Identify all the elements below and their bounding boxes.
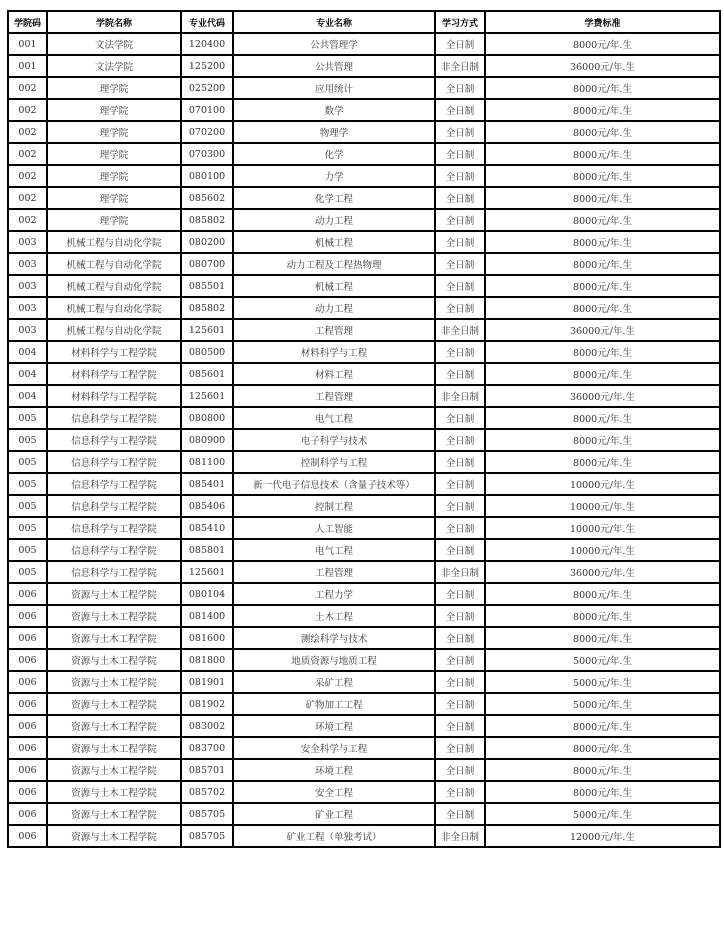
- college-name-cell: 信息科学与工程学院: [47, 451, 181, 473]
- study-mode-cell: 全日制: [435, 341, 485, 363]
- major-code-cell: 083002: [181, 715, 233, 737]
- college-code-cell: 001: [8, 33, 47, 55]
- tuition-cell: 8000元/年.生: [485, 451, 720, 473]
- study-mode-cell: 全日制: [435, 297, 485, 319]
- college-code-cell: 005: [8, 407, 47, 429]
- study-mode-cell: 全日制: [435, 429, 485, 451]
- major-name-cell: 安全科学与工程: [233, 737, 435, 759]
- major-code-cell: 125601: [181, 385, 233, 407]
- study-mode-cell: 全日制: [435, 715, 485, 737]
- major-name-cell: 安全工程: [233, 781, 435, 803]
- study-mode-cell: 全日制: [435, 627, 485, 649]
- major-name-cell: 工程管理: [233, 385, 435, 407]
- tuition-cell: 5000元/年.生: [485, 693, 720, 715]
- study-mode-cell: 全日制: [435, 451, 485, 473]
- major-name-cell: 动力工程及工程热物理: [233, 253, 435, 275]
- major-code-cell: 081901: [181, 671, 233, 693]
- major-name-cell: 机械工程: [233, 275, 435, 297]
- college-name-cell: 信息科学与工程学院: [47, 495, 181, 517]
- study-mode-cell: 非全日制: [435, 55, 485, 77]
- college-name-cell: 理学院: [47, 99, 181, 121]
- major-name-cell: 矿业工程（单独考试）: [233, 825, 435, 847]
- college-name-cell: 资源与土木工程学院: [47, 781, 181, 803]
- college-name-cell: 机械工程与自动化学院: [47, 275, 181, 297]
- college-code-cell: 002: [8, 209, 47, 231]
- study-mode-cell: 全日制: [435, 495, 485, 517]
- study-mode-cell: 全日制: [435, 781, 485, 803]
- college-name-cell: 理学院: [47, 143, 181, 165]
- college-name-cell: 理学院: [47, 209, 181, 231]
- college-code-cell: 006: [8, 583, 47, 605]
- table-row: [8, 55, 720, 77]
- tuition-cell: 10000元/年.生: [485, 539, 720, 561]
- study-mode-cell: 全日制: [435, 649, 485, 671]
- study-mode-cell: 全日制: [435, 187, 485, 209]
- major-name-cell: 矿业工程: [233, 803, 435, 825]
- major-code-cell: 070100: [181, 99, 233, 121]
- study-mode-cell: 全日制: [435, 121, 485, 143]
- tuition-cell: 8000元/年.生: [485, 165, 720, 187]
- study-mode-cell: 全日制: [435, 737, 485, 759]
- major-name-cell: 地质资源与地质工程: [233, 649, 435, 671]
- tuition-cell: 8000元/年.生: [485, 275, 720, 297]
- major-code-cell: 125601: [181, 319, 233, 341]
- tuition-cell: 10000元/年.生: [485, 495, 720, 517]
- college-code-cell: 002: [8, 187, 47, 209]
- college-name-cell: 信息科学与工程学院: [47, 473, 181, 495]
- college-name-cell: 理学院: [47, 165, 181, 187]
- major-name-cell: 力学: [233, 165, 435, 187]
- major-code-cell: 085802: [181, 297, 233, 319]
- tuition-table: [7, 10, 721, 848]
- table-row: [8, 693, 720, 715]
- tuition-cell: 8000元/年.生: [485, 583, 720, 605]
- tuition-cell: 8000元/年.生: [485, 429, 720, 451]
- table-row: [8, 495, 720, 517]
- college-code-cell: 003: [8, 231, 47, 253]
- major-code-cell: 081902: [181, 693, 233, 715]
- college-name-cell: 机械工程与自动化学院: [47, 319, 181, 341]
- major-code-cell: 085802: [181, 209, 233, 231]
- major-code-cell: 080800: [181, 407, 233, 429]
- tuition-cell: 8000元/年.生: [485, 407, 720, 429]
- tuition-cell: 8000元/年.生: [485, 99, 720, 121]
- major-name-cell: 工程管理: [233, 561, 435, 583]
- college-name-cell: 机械工程与自动化学院: [47, 297, 181, 319]
- header-major-name: 专业名称: [233, 11, 435, 33]
- tuition-cell: 8000元/年.生: [485, 759, 720, 781]
- college-code-cell: 005: [8, 539, 47, 561]
- table-row: [8, 451, 720, 473]
- study-mode-cell: 全日制: [435, 803, 485, 825]
- major-code-cell: 085406: [181, 495, 233, 517]
- table-row: [8, 231, 720, 253]
- table-row: [8, 187, 720, 209]
- table-row: [8, 363, 720, 385]
- study-mode-cell: 全日制: [435, 165, 485, 187]
- major-code-cell: 081800: [181, 649, 233, 671]
- tuition-cell: 8000元/年.生: [485, 143, 720, 165]
- college-name-cell: 资源与土木工程学院: [47, 759, 181, 781]
- tuition-cell: 8000元/年.生: [485, 77, 720, 99]
- college-name-cell: 资源与土木工程学院: [47, 715, 181, 737]
- major-name-cell: 环境工程: [233, 715, 435, 737]
- table-row: [8, 627, 720, 649]
- college-name-cell: 资源与土木工程学院: [47, 583, 181, 605]
- study-mode-cell: 全日制: [435, 231, 485, 253]
- study-mode-cell: 全日制: [435, 77, 485, 99]
- college-code-cell: 005: [8, 429, 47, 451]
- study-mode-cell: 全日制: [435, 583, 485, 605]
- college-name-cell: 资源与土木工程学院: [47, 671, 181, 693]
- college-code-cell: 002: [8, 121, 47, 143]
- college-name-cell: 资源与土木工程学院: [47, 825, 181, 847]
- college-name-cell: 机械工程与自动化学院: [47, 253, 181, 275]
- college-name-cell: 理学院: [47, 121, 181, 143]
- college-name-cell: 信息科学与工程学院: [47, 539, 181, 561]
- major-name-cell: 电气工程: [233, 539, 435, 561]
- college-code-cell: 005: [8, 561, 47, 583]
- college-code-cell: 002: [8, 99, 47, 121]
- major-name-cell: 控制工程: [233, 495, 435, 517]
- college-name-cell: 理学院: [47, 77, 181, 99]
- study-mode-cell: 非全日制: [435, 319, 485, 341]
- tuition-cell: 5000元/年.生: [485, 671, 720, 693]
- major-code-cell: 085602: [181, 187, 233, 209]
- tuition-cell: 8000元/年.生: [485, 297, 720, 319]
- study-mode-cell: 全日制: [435, 759, 485, 781]
- college-name-cell: 资源与土木工程学院: [47, 627, 181, 649]
- major-code-cell: 080104: [181, 583, 233, 605]
- major-name-cell: 测绘科学与技术: [233, 627, 435, 649]
- major-name-cell: 动力工程: [233, 209, 435, 231]
- major-code-cell: 125200: [181, 55, 233, 77]
- table-row: [8, 605, 720, 627]
- tuition-cell: 36000元/年.生: [485, 561, 720, 583]
- table-row: [8, 825, 720, 847]
- college-code-cell: 002: [8, 77, 47, 99]
- college-code-cell: 005: [8, 473, 47, 495]
- study-mode-cell: 非全日制: [435, 561, 485, 583]
- college-name-cell: 材料科学与工程学院: [47, 363, 181, 385]
- college-code-cell: 003: [8, 297, 47, 319]
- table-row: [8, 429, 720, 451]
- table-row: [8, 759, 720, 781]
- study-mode-cell: 全日制: [435, 473, 485, 495]
- study-mode-cell: 全日制: [435, 33, 485, 55]
- major-code-cell: 085601: [181, 363, 233, 385]
- college-code-cell: 004: [8, 385, 47, 407]
- college-code-cell: 006: [8, 759, 47, 781]
- tuition-cell: 8000元/年.生: [485, 341, 720, 363]
- table-row: [8, 715, 720, 737]
- major-name-cell: 矿物加工工程: [233, 693, 435, 715]
- major-name-cell: 物理学: [233, 121, 435, 143]
- table-body: [8, 33, 720, 847]
- study-mode-cell: 非全日制: [435, 385, 485, 407]
- major-name-cell: 材料工程: [233, 363, 435, 385]
- header-study-mode: 学习方式: [435, 11, 485, 33]
- college-code-cell: 005: [8, 451, 47, 473]
- tuition-cell: 36000元/年.生: [485, 385, 720, 407]
- college-name-cell: 信息科学与工程学院: [47, 561, 181, 583]
- major-name-cell: 化学: [233, 143, 435, 165]
- college-code-cell: 006: [8, 649, 47, 671]
- major-code-cell: 081600: [181, 627, 233, 649]
- study-mode-cell: 全日制: [435, 363, 485, 385]
- table-row: [8, 297, 720, 319]
- tuition-cell: 10000元/年.生: [485, 473, 720, 495]
- tuition-cell: 8000元/年.生: [485, 715, 720, 737]
- table-header-row: [8, 11, 720, 33]
- table-row: [8, 143, 720, 165]
- major-name-cell: 数学: [233, 99, 435, 121]
- table-row: [8, 275, 720, 297]
- college-name-cell: 资源与土木工程学院: [47, 737, 181, 759]
- college-name-cell: 文法学院: [47, 33, 181, 55]
- major-code-cell: 081400: [181, 605, 233, 627]
- major-code-cell: 085702: [181, 781, 233, 803]
- table-row: [8, 539, 720, 561]
- study-mode-cell: 全日制: [435, 605, 485, 627]
- college-code-cell: 006: [8, 671, 47, 693]
- college-code-cell: 006: [8, 781, 47, 803]
- major-name-cell: 材料科学与工程: [233, 341, 435, 363]
- major-code-cell: 125601: [181, 561, 233, 583]
- table-row: [8, 737, 720, 759]
- college-code-cell: 001: [8, 55, 47, 77]
- study-mode-cell: 全日制: [435, 671, 485, 693]
- college-name-cell: 资源与土木工程学院: [47, 693, 181, 715]
- major-code-cell: 120400: [181, 33, 233, 55]
- college-name-cell: 理学院: [47, 187, 181, 209]
- table-row: [8, 781, 720, 803]
- tuition-cell: 12000元/年.生: [485, 825, 720, 847]
- college-name-cell: 资源与土木工程学院: [47, 803, 181, 825]
- study-mode-cell: 全日制: [435, 275, 485, 297]
- major-name-cell: 采矿工程: [233, 671, 435, 693]
- table-row: [8, 517, 720, 539]
- major-code-cell: 081100: [181, 451, 233, 473]
- table-row: [8, 385, 720, 407]
- major-name-cell: 公共管理学: [233, 33, 435, 55]
- major-name-cell: 化学工程: [233, 187, 435, 209]
- college-name-cell: 资源与土木工程学院: [47, 649, 181, 671]
- college-code-cell: 003: [8, 275, 47, 297]
- table-row: [8, 649, 720, 671]
- study-mode-cell: 非全日制: [435, 825, 485, 847]
- tuition-cell: 8000元/年.生: [485, 231, 720, 253]
- table-row: [8, 99, 720, 121]
- major-name-cell: 电子科学与技术: [233, 429, 435, 451]
- table-row: [8, 803, 720, 825]
- table-row: [8, 165, 720, 187]
- major-name-cell: 环境工程: [233, 759, 435, 781]
- tuition-cell: 8000元/年.生: [485, 781, 720, 803]
- study-mode-cell: 全日制: [435, 253, 485, 275]
- major-name-cell: 机械工程: [233, 231, 435, 253]
- college-code-cell: 006: [8, 627, 47, 649]
- tuition-cell: 8000元/年.生: [485, 187, 720, 209]
- major-name-cell: 工程力学: [233, 583, 435, 605]
- college-code-cell: 006: [8, 737, 47, 759]
- tuition-cell: 10000元/年.生: [485, 517, 720, 539]
- study-mode-cell: 全日制: [435, 143, 485, 165]
- college-name-cell: 文法学院: [47, 55, 181, 77]
- major-code-cell: 083700: [181, 737, 233, 759]
- major-code-cell: 080100: [181, 165, 233, 187]
- major-code-cell: 080900: [181, 429, 233, 451]
- college-code-cell: 006: [8, 605, 47, 627]
- header-major-code: 专业代码: [181, 11, 233, 33]
- college-name-cell: 信息科学与工程学院: [47, 517, 181, 539]
- tuition-cell: 36000元/年.生: [485, 55, 720, 77]
- major-name-cell: 新一代电子信息技术（含量子技术等）: [233, 473, 435, 495]
- study-mode-cell: 全日制: [435, 517, 485, 539]
- tuition-cell: 8000元/年.生: [485, 253, 720, 275]
- table-row: [8, 473, 720, 495]
- tuition-cell: 8000元/年.生: [485, 209, 720, 231]
- college-code-cell: 004: [8, 341, 47, 363]
- document-page: [7, 10, 719, 848]
- tuition-cell: 8000元/年.生: [485, 605, 720, 627]
- major-code-cell: 080500: [181, 341, 233, 363]
- major-code-cell: 085705: [181, 803, 233, 825]
- major-code-cell: 085410: [181, 517, 233, 539]
- table-row: [8, 341, 720, 363]
- college-code-cell: 006: [8, 825, 47, 847]
- table-row: [8, 583, 720, 605]
- college-code-cell: 002: [8, 143, 47, 165]
- college-name-cell: 信息科学与工程学院: [47, 429, 181, 451]
- tuition-cell: 8000元/年.生: [485, 121, 720, 143]
- major-code-cell: 085401: [181, 473, 233, 495]
- study-mode-cell: 全日制: [435, 693, 485, 715]
- tuition-cell: 8000元/年.生: [485, 363, 720, 385]
- major-code-cell: 085501: [181, 275, 233, 297]
- major-name-cell: 动力工程: [233, 297, 435, 319]
- table-row: [8, 121, 720, 143]
- major-code-cell: 085705: [181, 825, 233, 847]
- major-name-cell: 公共管理: [233, 55, 435, 77]
- college-code-cell: 003: [8, 319, 47, 341]
- study-mode-cell: 全日制: [435, 99, 485, 121]
- header-college-code: 学院码: [8, 11, 47, 33]
- college-code-cell: 004: [8, 363, 47, 385]
- college-name-cell: 材料科学与工程学院: [47, 385, 181, 407]
- table-row: [8, 209, 720, 231]
- college-code-cell: 006: [8, 803, 47, 825]
- table-row: [8, 561, 720, 583]
- major-code-cell: 085801: [181, 539, 233, 561]
- tuition-cell: 5000元/年.生: [485, 803, 720, 825]
- table-row: [8, 671, 720, 693]
- major-name-cell: 控制科学与工程: [233, 451, 435, 473]
- table-row: [8, 33, 720, 55]
- tuition-cell: 5000元/年.生: [485, 649, 720, 671]
- tuition-cell: 8000元/年.生: [485, 627, 720, 649]
- major-code-cell: 080200: [181, 231, 233, 253]
- major-name-cell: 电气工程: [233, 407, 435, 429]
- study-mode-cell: 全日制: [435, 209, 485, 231]
- major-name-cell: 人工智能: [233, 517, 435, 539]
- college-code-cell: 005: [8, 517, 47, 539]
- major-code-cell: 070300: [181, 143, 233, 165]
- table-row: [8, 319, 720, 341]
- major-code-cell: 085701: [181, 759, 233, 781]
- study-mode-cell: 全日制: [435, 539, 485, 561]
- table-row: [8, 77, 720, 99]
- college-code-cell: 006: [8, 693, 47, 715]
- college-code-cell: 002: [8, 165, 47, 187]
- major-code-cell: 070200: [181, 121, 233, 143]
- college-name-cell: 资源与土木工程学院: [47, 605, 181, 627]
- college-code-cell: 006: [8, 715, 47, 737]
- table-row: [8, 253, 720, 275]
- college-code-cell: 003: [8, 253, 47, 275]
- college-code-cell: 005: [8, 495, 47, 517]
- tuition-cell: 8000元/年.生: [485, 737, 720, 759]
- header-college-name: 学院名称: [47, 11, 181, 33]
- tuition-cell: 8000元/年.生: [485, 33, 720, 55]
- major-name-cell: 应用统计: [233, 77, 435, 99]
- major-code-cell: 080700: [181, 253, 233, 275]
- header-tuition: 学费标准: [485, 11, 720, 33]
- college-name-cell: 材料科学与工程学院: [47, 341, 181, 363]
- major-code-cell: 025200: [181, 77, 233, 99]
- major-name-cell: 土木工程: [233, 605, 435, 627]
- college-name-cell: 信息科学与工程学院: [47, 407, 181, 429]
- college-name-cell: 机械工程与自动化学院: [47, 231, 181, 253]
- study-mode-cell: 全日制: [435, 407, 485, 429]
- tuition-cell: 36000元/年.生: [485, 319, 720, 341]
- table-row: [8, 407, 720, 429]
- major-name-cell: 工程管理: [233, 319, 435, 341]
